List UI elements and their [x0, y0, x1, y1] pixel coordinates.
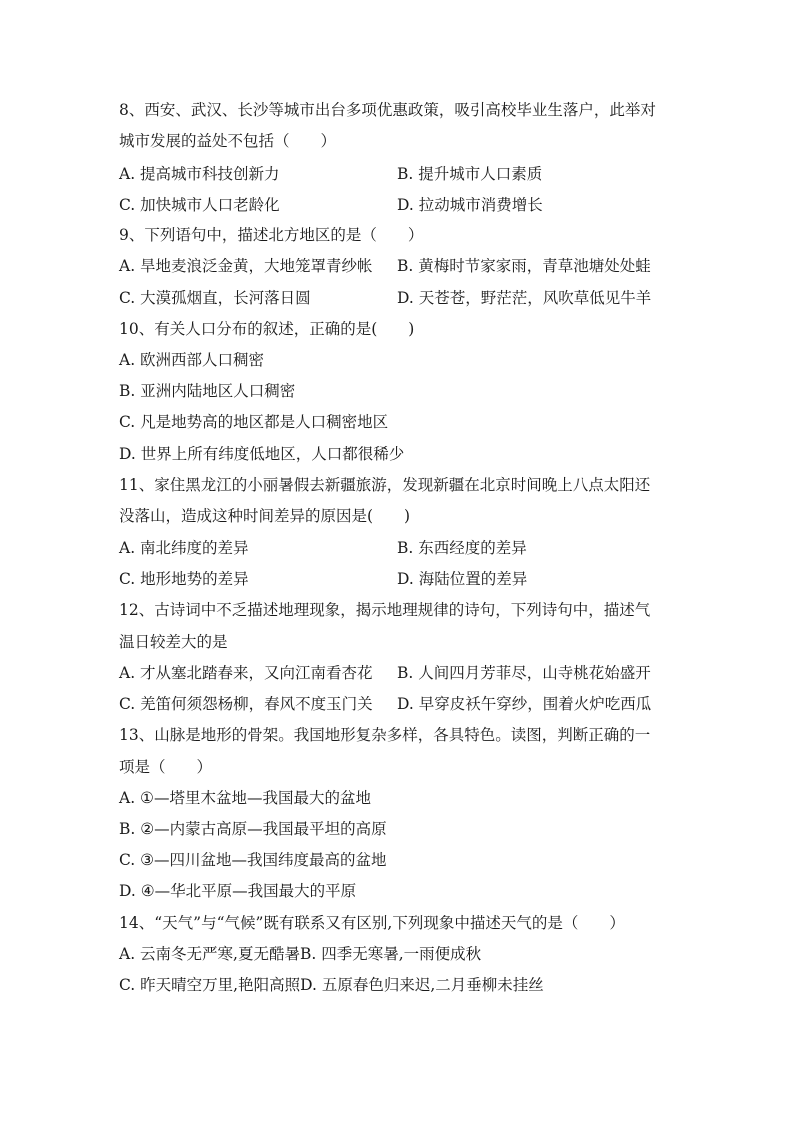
question-8-stem-line-1: 8、西安、武汉、长沙等城市出台多项优惠政策，吸引高校毕业生落户，此举对	[119, 101, 656, 119]
question-13-stem-line-1: 13、山脉是地形的骨架。我国地形复杂多样，各具特色。读图，判断正确的一	[119, 726, 651, 744]
question-13-option-b: B. ②—内蒙古高原—我国最平坦的高原	[119, 820, 387, 838]
question-10-option-b: B. 亚洲内陆地区人口稠密	[119, 382, 296, 400]
question-13-option-d: D. ④—华北平原—我国最大的平原	[119, 882, 357, 900]
question-12-option-d: D. 早穿皮袄午穿纱，围着火炉吃西瓜	[397, 695, 652, 713]
question-8-option-a: A. 提高城市科技创新力	[119, 165, 280, 183]
question-11-option-d: D. 海陆位置的差异	[397, 570, 528, 588]
question-12-option-c: C. 羌笛何须怨杨柳，春风不度玉门关	[119, 695, 373, 713]
question-13-option-a: A. ①—塔里木盆地—我国最大的盆地	[119, 789, 371, 807]
question-14-stem: 14、“天气”与“气候”既有联系又有区别,下列现象中描述天气的是（ ）	[119, 914, 625, 932]
question-9-stem: 9、下列语句中，描述北方地区的是（ ）	[119, 226, 424, 244]
question-10-option-a: A. 欧洲西部人口稠密	[119, 351, 265, 369]
question-8-options-row-1	[119, 164, 280, 184]
question-10-option-d: D. 世界上所有纬度低地区，人口都很稀少	[119, 445, 405, 463]
question-12-option-a: A. 才从塞北踏春来，又向江南看杏花	[119, 664, 373, 682]
question-8-option-d: D. 拉动城市消费增长	[397, 196, 543, 214]
question-11-option-c: C. 地形地势的差异	[119, 570, 249, 588]
question-11-stem-line-1: 11、家住黑龙江的小丽暑假去新疆旅游，发现新疆在北京时间晚上八点太阳还	[119, 476, 651, 494]
question-11-option-a: A. 南北纬度的差异	[119, 539, 249, 557]
question-14-options-row-2: C. 昨天晴空万里,艳阳高照D. 五原春色归来迟,二月垂柳未挂丝	[119, 976, 544, 994]
question-11-stem-line-2: 没落山，造成这种时间差异的原因是( )	[119, 507, 411, 525]
question-9-option-b: B. 黄梅时节家家雨，青草池塘处处蛙	[397, 257, 651, 275]
question-12-option-b: B. 人间四月芳菲尽，山寺桃花始盛开	[397, 664, 651, 682]
question-9-option-d: D. 天苍苍，野茫茫，风吹草低见牛羊	[397, 289, 652, 307]
question-12-stem-line-1: 12、古诗词中不乏描述地理现象，揭示地理规律的诗句，下列诗句中，描述气	[119, 601, 651, 619]
question-11-option-b: B. 东西经度的差异	[397, 539, 527, 557]
question-10-option-c: C. 凡是地势高的地区都是人口稠密地区	[119, 413, 389, 431]
question-8-option-c: C. 加快城市人口老龄化	[119, 196, 280, 214]
question-13-stem-line-2: 项是（ ）	[119, 758, 213, 776]
question-8-option-b: B. 提升城市人口素质	[397, 165, 543, 183]
question-9-option-c: C. 大漠孤烟直，长河落日圆	[119, 289, 311, 307]
question-12-stem-line-2: 温日较差大的是	[119, 633, 228, 651]
question-9-option-a: A. 旱地麦浪泛金黄，大地笼罩青纱帐	[119, 257, 373, 275]
question-8-stem-line-2: 城市发展的益处不包括（ ）	[119, 132, 337, 150]
question-14-options-row-1: A. 云南冬无严寒,夏无酷暑B. 四季无寒暑,一雨便成秋	[119, 945, 482, 963]
question-10-stem: 10、有关人口分布的叙述，正确的是( )	[119, 320, 415, 338]
question-13-option-c: C. ③—四川盆地—我国纬度最高的盆地	[119, 851, 387, 869]
